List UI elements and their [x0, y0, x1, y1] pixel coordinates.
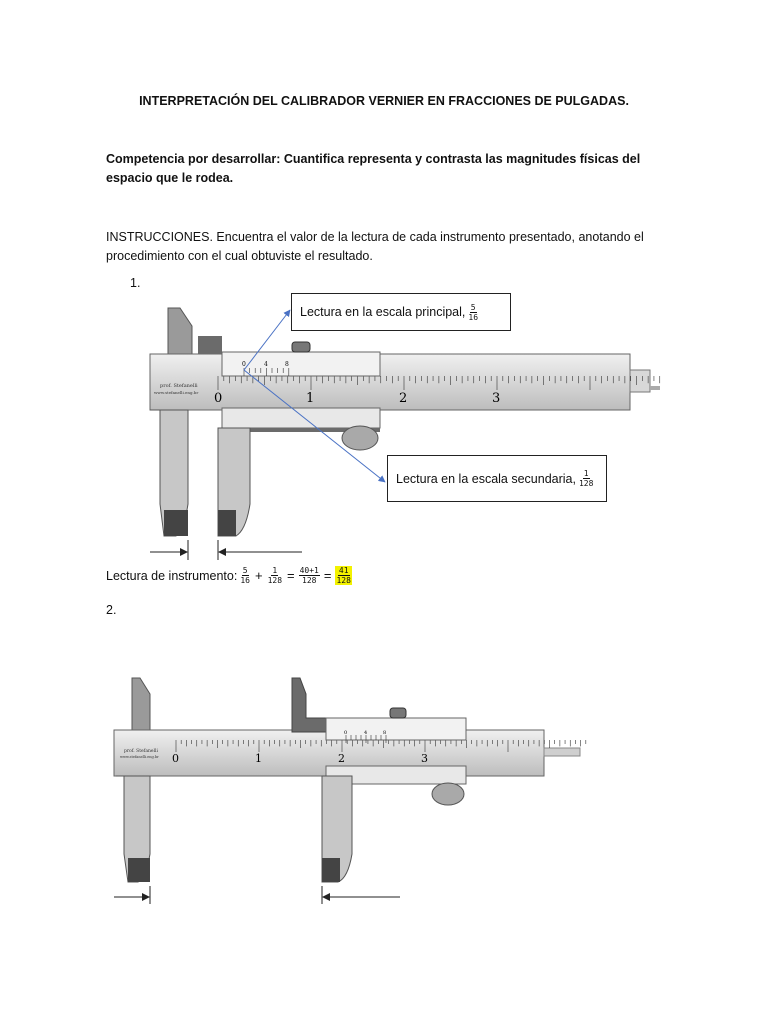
main-tick-label-0: 0: [172, 752, 179, 765]
reading-result-highlighted: $\frac{41}{128}$: [336, 566, 351, 585]
fixed-upper-jaw: [168, 308, 192, 354]
instrument-reading: [106, 566, 354, 585]
document-title: INTERPRETACIÓN DEL CALIBRADOR VERNIER EN FRACCIONES DE PULGADAS.: [139, 94, 629, 108]
main-tick-label-3: 3: [492, 391, 501, 406]
equals-sign-1: =: [287, 568, 295, 583]
thumb-wheel: [342, 426, 378, 450]
fixed-upper-jaw: [132, 678, 150, 732]
reading-fraction-2: $\frac{1}{128}$: [267, 566, 283, 585]
equals-sign-2: =: [323, 568, 332, 583]
vernier-caliper-2: [110, 672, 590, 912]
vernier-tick-label-0: 0: [242, 361, 246, 368]
fraction-secundaria: $\frac{1}{128}$: [578, 469, 594, 488]
moving-upper-jaw: [292, 678, 326, 732]
vernier-tick-label-8: 8: [383, 730, 387, 736]
fraction-principal: $\frac{5}{16}$: [468, 302, 479, 322]
callout-principal-label: Lectura en la escala principal,: [300, 305, 466, 319]
vernier-tick-label-8: 8: [285, 361, 289, 368]
thumb-wheel: [432, 783, 464, 805]
brand-label: prof. Stefanelli: [160, 383, 198, 389]
competencia-text: Competencia por desarrollar: Cuantifica representa y contrasta las magnitudes físicas del espacio que le rodea.: [106, 152, 641, 185]
item-1-number: 1.: [130, 276, 141, 290]
plus-sign: +: [254, 568, 263, 583]
main-tick-label-1: 1: [306, 391, 315, 406]
instrucciones-text: INSTRUCCIONES. Encuentra el valor de la lectura de cada instrumento presentado, anotando el procedimiento con el cual obtuviste el resultado.: [106, 230, 644, 263]
main-tick-label-3: 3: [421, 752, 428, 765]
lock-screw: [292, 342, 310, 352]
reading-fraction-1: $\frac{5}{16}$: [240, 566, 250, 585]
main-tick-label-2: 2: [399, 391, 408, 406]
main-tick-label-0: 0: [214, 391, 223, 406]
main-tick-label-2: 2: [338, 752, 345, 765]
callout-principal: [291, 293, 511, 331]
vernier-tick-label-4: 4: [364, 730, 368, 736]
main-tick-label-1: 1: [255, 752, 262, 765]
brand-url: www.stefanelli.eng.br: [120, 755, 159, 759]
vernier-caliper-1: [140, 290, 670, 570]
vernier-plate: [326, 718, 466, 740]
vernier-tick-label-0: 0: [344, 730, 348, 736]
callout-secundaria: [387, 455, 607, 502]
item-2-number: 2.: [106, 603, 117, 617]
reading-fraction-3: $\frac{40+1}{128}$: [299, 566, 319, 585]
vernier-tick-label-4: 4: [264, 361, 268, 368]
reading-label: Lectura de instrumento:: [106, 568, 238, 583]
callout-secundaria-label: Lectura en la escala secundaria,: [396, 471, 576, 486]
brand-url: www.stefanelli.eng.br: [154, 390, 199, 395]
lock-screw: [390, 708, 406, 718]
brand-label: prof. Stefanelli: [124, 749, 158, 754]
